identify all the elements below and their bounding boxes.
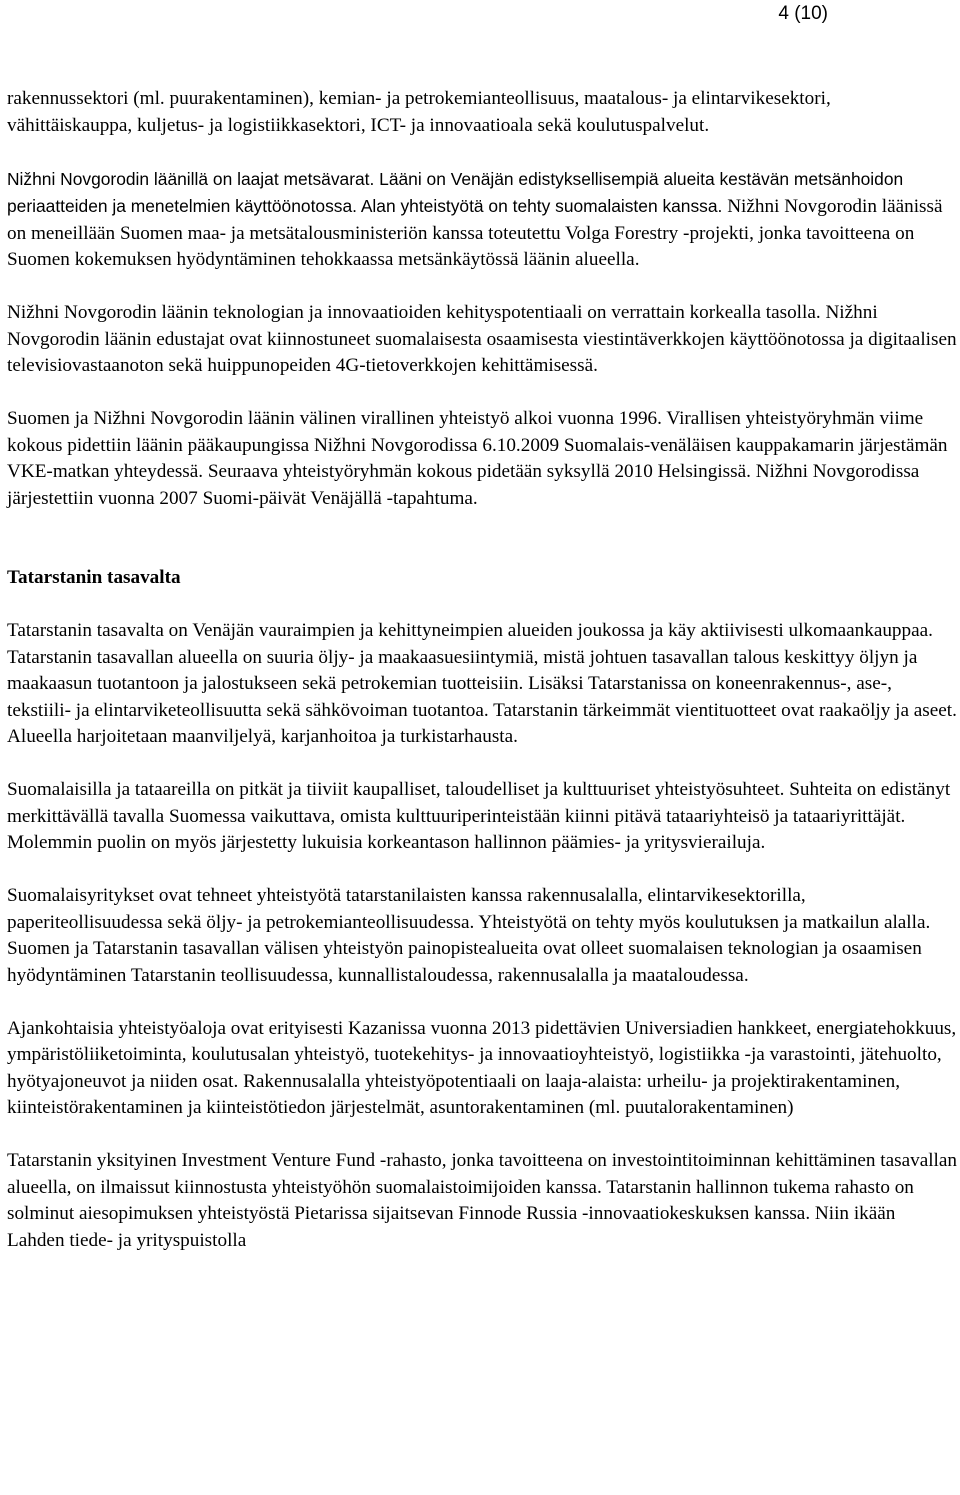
paragraph-sectors: rakennussektori (ml. puurakentaminen), kemian- ja petrokemianteollisuus, maatalous- ja elintarvikesektori, vähittäiskauppa, kuljetus- ja logistiikkasektori, ICT- ja innovaatioala sekä koulutuspalvelut. [7, 88, 831, 136]
section-heading-tatarstan: Tatarstanin tasavalta [7, 567, 181, 588]
paragraph-cooperation: Suomen ja Nižhni Novgorodin läänin välinen virallinen yhteistyö alkoi vuonna 1996. Virallisen yhteistyöryhmän viime kokous pidettiin läänin pääkaupungissa Nižhni Novgorodissa 6.10.2009 Suomalais-venäläisen kauppakamarin järjestämän VKE-matkan yhteydessä. Seuraava yhteistyöryhmän kokous pidetään syksyllä 2010 Helsingissä. Nižhni Novgorodissa järjestettiin vuonna 2007 Suomi-päivät Venäjällä -tapahtuma. [7, 408, 948, 509]
paragraph-forestry-serif: Nižhni Novgorodin läänissä on meneillään Suomen maa- ja metsätalousministeriön kanssa toteutettu Volga Forestry -projekti, jonka tavoitteena on Suomen kokemuksen hyödyntäminen tehokkaassa metsänkäytössä läänin alueella. [7, 196, 943, 270]
paragraph-forestry [7, 166, 957, 274]
paragraph-technology: Nižhni Novgorodin läänin teknologian ja innovaatioiden kehityspotentiaali on verrattain korkealla tasolla. Nižhni Novgorodin läänin edustajat ovat kiinnostuneet suomalaisesta osaamisesta viestintäverkkojen käyttöönotossa ja digitaalisen televisiovastaanoton sekä huippunopeiden 4G-tietoverkkojen kehittämisessä. [7, 302, 957, 376]
paragraph-tatarstan-economy: Tatarstanin tasavalta on Venäjän vauraimpien ja kehittyneimpien alueiden joukossa ja käy aktiivisesti ulkomaankauppaa. Tatarstanin tasavallan alueella on suuria öljy- ja maakaasuesiintymiä, mistä johtuen tasavallan talous keskittyy öljyn ja maakaasun tuotantoon ja jalostukseen sekä petrokemian tuotteisiin. Lisäksi Tatarstanissa on koneenrakennus-, ase-, tekstiili- ja elintarviketeollisuutta sekä sähkövoiman tuotantoa. Tatarstanin tärkeimmät vientituotteet ovat raakaöljy ja aseet. Alueella harjoitetaan maanviljelyä, karjanhoitoa ja turkistarhausta. [7, 620, 957, 747]
document-body [7, 86, 957, 1254]
paragraph-forestry-sans: Nižhni Novgorodin läänillä on laajat metsävarat. Lääni on Venäjän edistyksellisempiä alueita kestävän metsänhoidon periaatteiden ja menetelmien käyttöönotossa. Alan yhteistyötä on tehty suomalaisten kanssa. [7, 168, 904, 216]
paragraph-tatarstan-relations: Suomalaisilla ja tataareilla on pitkät ja tiiviit kaupalliset, taloudelliset ja kulttuuriset yhteistyösuhteet. Suhteita on edistänyt merkittävällä tavalla Suomessa vaikuttava, omista kulttuuriperinteistään kiinni pitävä tataariyhteisö ja tataariyrittäjät. Molemmin puolin on myös järjestetty lukuisia korkeantason hallinnon päämies- ja yritysvierailuja. [7, 779, 951, 853]
paragraph-tatarstan-fund: Tatarstanin yksityinen Investment Venture Fund -rahasto, jonka tavoitteena on investointitoiminnan kehittäminen tasavallan alueella, on ilmaissut kiinnostusta yhteistyöhön suomalaistoimijoiden kanssa. Tatarstanin hallinnon tukema rahasto on solminut aiesopimuksen yhteistyöstä Pietarissa sijaitsevan Finnode Russia -innovaatiokeskuksen kanssa. Niin ikään Lahden tiede- ja yrityspuistolla [7, 1150, 957, 1251]
page-number: 4 (10) [778, 3, 828, 24]
paragraph-tatarstan-current: Ajankohtaisia yhteistyöaloja ovat erityisesti Kazanissa vuonna 2013 pidettävien Universiadien hankkeet, energiatehokkuus, ympäristöliiketoiminta, koulutusalan yhteistyö, tuotekehitys- ja innovaatioyhteistyö, logistiikka -ja varastointi, jätehuolto, hyötyajoneuvot ja niiden osat. Rakennusalalla yhteistyöpotentiaali on laaja-alaista: urheilu- ja projektirakentaminen, kiinteistörakentaminen ja kiinteistötiedon järjestelmät, asuntorakentaminen (ml. puutalorakentaminen) [7, 1017, 957, 1118]
paragraph-tatarstan-companies: Suomalaisyritykset ovat tehneet yhteistyötä tatarstanilaisten kanssa rakennusalalla, elintarvikesektorilla, paperiteollisuudessa sekä öljy- ja petrokemianteollisuudessa. Yhteistyötä on tehty myös koulutuksen ja matkailun alalla. Suomen ja Tatarstanin tasavallan välisen yhteistyön painopistealueita ovat olleet suomalaisen teknologian ja osaamisen hyödyntäminen Tatarstanin teollisuudessa, kunnallistaloudessa, rakennusalalla ja maataloudessa. [7, 885, 931, 986]
